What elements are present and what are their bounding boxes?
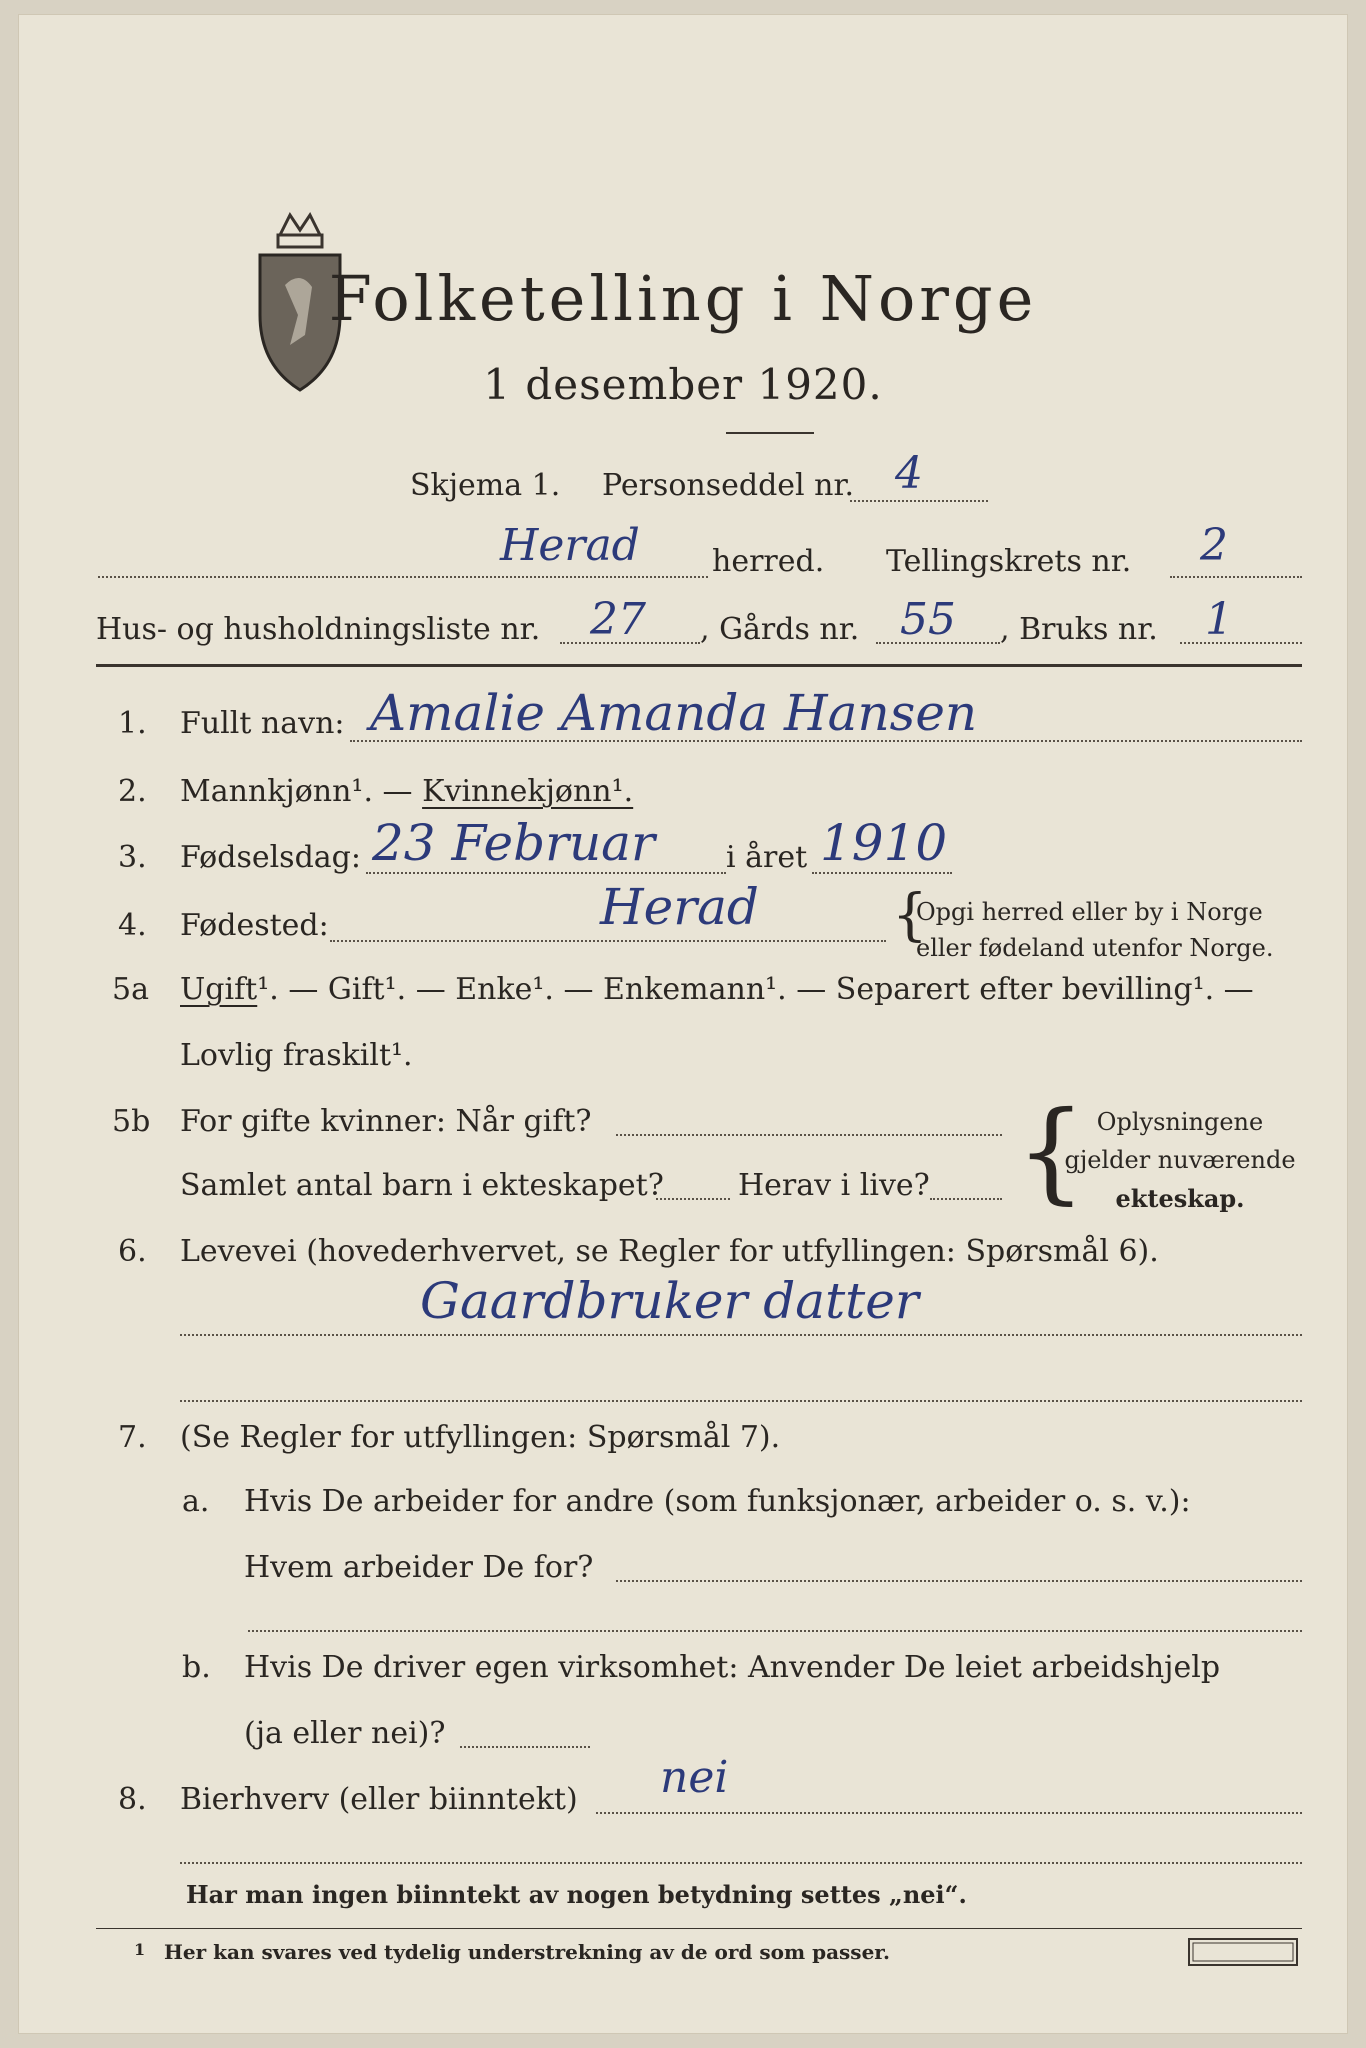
q7a-line-1: Hvis De arbeider for andre (som funksjonær, arbeider o. s. v.): bbox=[244, 1484, 1191, 1519]
footnote-mark: 1 bbox=[134, 1940, 146, 1959]
header-divider bbox=[96, 664, 1302, 667]
title-divider bbox=[726, 432, 814, 434]
q7-label: (Se Regler for utfyllingen: Spørsmål 7). bbox=[180, 1420, 781, 1455]
status-ugift-option[interactable]: Ugift bbox=[180, 972, 258, 1007]
side-income-line-2[interactable] bbox=[180, 1862, 1302, 1864]
q4-label: Fødested: bbox=[180, 908, 329, 943]
q1-number: 1. bbox=[118, 706, 147, 741]
q3-label: Fødselsdag: bbox=[180, 840, 361, 875]
herred-value[interactable]: Herad bbox=[500, 520, 640, 571]
q6-number: 6. bbox=[118, 1234, 147, 1269]
bruks-label: , Bruks nr. bbox=[1000, 612, 1158, 647]
q5b-line-2a: Samlet antal barn i ekteskapet? bbox=[180, 1168, 664, 1203]
q8-label: Bierhverv (eller biinntekt) bbox=[180, 1782, 578, 1817]
status-other-options[interactable]: ¹. — Gift¹. — Enke¹. — Enkemann¹. — Separert efter bevilling¹. — bbox=[257, 972, 1254, 1007]
occupation-line-2[interactable] bbox=[180, 1400, 1302, 1402]
form-title: Folketelling i Norge bbox=[328, 262, 1038, 335]
employer-line-2[interactable] bbox=[248, 1630, 1302, 1632]
q5b-line-2b: Herav i live? bbox=[738, 1168, 930, 1203]
hired-help-line[interactable] bbox=[460, 1746, 590, 1748]
personseddel-line bbox=[850, 500, 988, 502]
q5b-line-1: For gifte kvinner: Når gift? bbox=[180, 1104, 592, 1139]
bruks-value[interactable]: 1 bbox=[1205, 594, 1233, 645]
herred-line bbox=[98, 576, 708, 578]
q2-number: 2. bbox=[118, 774, 147, 809]
nei-note: Har man ingen biinntekt av nogen betydning settes „nei“. bbox=[186, 1880, 967, 1909]
q7a-line-2: Hvem arbeider De for? bbox=[244, 1550, 594, 1585]
occupation-value[interactable]: Gaardbruker datter bbox=[420, 1272, 919, 1330]
skjema-label: Skjema 1. bbox=[410, 468, 561, 503]
q2-gender-line bbox=[180, 774, 633, 809]
printer-mark-icon bbox=[1188, 1938, 1298, 1966]
herred-label: herred. bbox=[712, 544, 825, 579]
children-count-line[interactable] bbox=[656, 1198, 730, 1200]
married-when-line[interactable] bbox=[616, 1134, 1002, 1136]
gards-label: , Gårds nr. bbox=[700, 612, 860, 647]
birth-year-value[interactable]: 1910 bbox=[820, 814, 948, 872]
q5b-brace: { bbox=[1016, 1087, 1086, 1215]
bruks-line bbox=[1180, 642, 1302, 644]
q5a-number: 5a bbox=[112, 972, 149, 1007]
q4-note-1: Opgi herred eller by i Norge bbox=[916, 898, 1263, 926]
status-fraskilt-option[interactable]: Lovlig fraskilt¹. bbox=[180, 1038, 413, 1073]
q1-label: Fullt navn: bbox=[180, 706, 345, 741]
hus-label: Hus- og husholdningsliste nr. bbox=[96, 612, 541, 647]
q7b-line-2: (ja eller nei)? bbox=[244, 1716, 446, 1751]
birthplace-value[interactable]: Herad bbox=[600, 878, 759, 936]
q5b-note-3: ekteskap. bbox=[1115, 1184, 1245, 1213]
birthplace-line bbox=[330, 940, 886, 942]
personseddel-value[interactable]: 4 bbox=[895, 448, 923, 499]
side-income-value[interactable]: nei bbox=[660, 1752, 729, 1803]
footnote-text: Her kan svares ved tydelig understrekning av de ord som passer. bbox=[164, 1940, 890, 1964]
q7-number: 7. bbox=[118, 1420, 147, 1455]
q5b-note-2: gjelder nuværende bbox=[1064, 1146, 1296, 1174]
employer-line-1[interactable] bbox=[616, 1580, 1302, 1582]
gender-male-option[interactable]: Mannkjønn¹. bbox=[180, 774, 373, 809]
q7b-number: b. bbox=[182, 1650, 211, 1685]
tellingskrets-line bbox=[1170, 576, 1302, 578]
q5a-line bbox=[180, 972, 1254, 1007]
footnote-divider bbox=[96, 1928, 1302, 1929]
children-alive-line[interactable] bbox=[930, 1198, 1002, 1200]
gender-female-option[interactable]: Kvinnekjønn¹. bbox=[422, 774, 634, 809]
tellingskrets-value[interactable]: 2 bbox=[1200, 520, 1228, 571]
year-line bbox=[812, 872, 952, 874]
q3-number: 3. bbox=[118, 840, 147, 875]
q4-brace: { bbox=[892, 883, 928, 948]
gards-value[interactable]: 55 bbox=[900, 594, 956, 645]
q4-number: 4. bbox=[118, 908, 147, 943]
full-name-value[interactable]: Amalie Amanda Hansen bbox=[370, 684, 978, 742]
birthday-line bbox=[366, 872, 726, 874]
gender-separator: — bbox=[373, 774, 423, 809]
q5b-number: 5b bbox=[112, 1104, 151, 1139]
q5b-note-1: Oplysningene bbox=[1096, 1108, 1264, 1136]
form-date: 1 desember 1920. bbox=[483, 360, 883, 409]
q6-label: Levevei (hovederhvervet, se Regler for utfyllingen: Spørsmål 6). bbox=[180, 1234, 1159, 1269]
q4-note-2: eller fødeland utenfor Norge. bbox=[916, 934, 1274, 962]
year-label: i året bbox=[726, 840, 808, 875]
side-income-line bbox=[596, 1812, 1302, 1814]
occupation-line-1 bbox=[180, 1334, 1302, 1336]
q7a-number: a. bbox=[182, 1484, 210, 1519]
hus-value[interactable]: 27 bbox=[590, 594, 646, 645]
tellingskrets-label: Tellingskrets nr. bbox=[886, 544, 1132, 579]
q8-number: 8. bbox=[118, 1782, 147, 1817]
personseddel-label: Personseddel nr. bbox=[602, 468, 855, 503]
birthday-value[interactable]: 23 Februar bbox=[372, 814, 655, 872]
q7b-line-1: Hvis De driver egen virksomhet: Anvender De leiet arbeidshjelp bbox=[244, 1650, 1221, 1685]
